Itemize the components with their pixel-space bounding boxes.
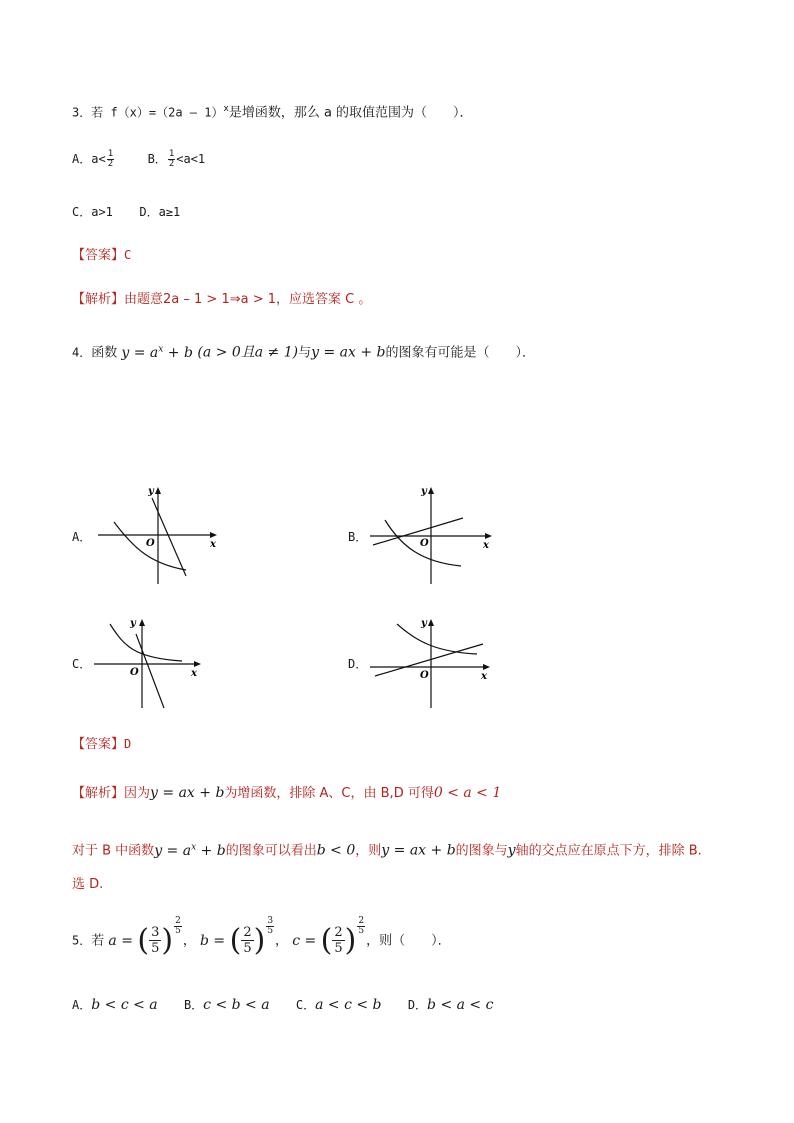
q3-option-b: B． $\frac{1}{2}$ <a<1 xyxy=(147,149,206,169)
q4-line2-y-axis: y xyxy=(507,842,516,859)
q4-line2-exp-formula: $y = a^x + b$ xyxy=(154,842,226,859)
graph-d-line xyxy=(375,644,483,676)
q3-number: 3． xyxy=(72,105,92,120)
graph-a-y-label: y xyxy=(148,486,154,497)
graph-c-origin: O xyxy=(130,667,139,678)
q3-analysis xyxy=(72,291,371,309)
q4-analysis-tag: 【解析】 xyxy=(72,786,125,801)
q3-option-d: D．a≥1 xyxy=(139,205,181,219)
q3-answer xyxy=(72,246,131,265)
graph-b-y-arrow xyxy=(428,487,434,494)
graph-a-y-arrow xyxy=(155,487,161,494)
graph-b-label: B． xyxy=(348,530,368,544)
q4-analysis: 【解析】因为y = ax + b为增函数，排除 A、C，由 B,D 可得0 < a < 1 xyxy=(72,785,502,801)
graph-b xyxy=(365,480,505,590)
graph-a-line xyxy=(152,498,186,576)
q3-options-row2 xyxy=(72,203,180,221)
q5-option-a: A．b < c < a xyxy=(72,997,158,1013)
q5-c-expression: c = ( $\frac{2}{5}$ ) $\frac{2}{5}$ xyxy=(292,916,365,958)
q5-option-b: B．c < b < a xyxy=(183,997,270,1013)
graph-c-y-arrow xyxy=(139,619,145,626)
q4-formula-linear: y = ax + b xyxy=(311,344,386,361)
q5-number: 5． xyxy=(72,933,92,948)
graph-d-x-arrow xyxy=(483,664,490,670)
q4-answer-value: D xyxy=(124,737,132,751)
q4-number: 4． xyxy=(72,345,92,360)
q4-analysis-range: 0 < a < 1 xyxy=(433,785,502,801)
graph-c-label: C． xyxy=(72,657,92,671)
q3-stem xyxy=(72,100,473,122)
q4-line2-linear-formula: y = ax + b xyxy=(381,842,456,859)
q4-formula-exp: $y = a^x + b$ xyxy=(121,344,193,361)
q4-analysis-line2: 对于 B 中函数$y = a^x + b$的图象可以看出b < 0，则y = ax + b的图象与y轴的交点应在原点下方，排除 B. xyxy=(72,842,702,859)
q4-analysis-line3: 选 D. xyxy=(72,877,104,892)
q3-option-a: A．a< $\frac{1}{2}$ xyxy=(72,149,114,169)
graph-b-origin: O xyxy=(420,538,429,549)
graph-c-x-label: x xyxy=(191,668,197,679)
q5-option-c: C．a < c < b xyxy=(295,997,382,1013)
graph-b-x-label: x xyxy=(483,540,489,551)
graph-d xyxy=(365,612,505,712)
q5-a-expression: a = ( $\frac{3}{5}$ ) $\frac{2}{5}$ xyxy=(108,916,181,958)
q5-stem: 5．若 a = ( $\frac{3}{5}$ ) $\frac{2}{5}$ ， b = ( $\frac{2}{5}$ ) $\frac{3}{5}$ ， c = ( $\frac{2}{5}$ ) $\frac{2}{5}$ ，则（ ）． xyxy=(72,916,451,958)
graph-b-x-arrow xyxy=(485,533,492,539)
graph-a xyxy=(90,480,230,590)
graph-a-label: A． xyxy=(72,530,92,544)
q3-exponent: x xyxy=(223,104,229,114)
q4-answer xyxy=(72,735,131,754)
q3-options-row1 xyxy=(72,150,205,169)
q4-condition: (a > 0且a ≠ 1) xyxy=(192,344,299,361)
graph-b-y-label: y xyxy=(421,486,427,497)
q3-answer-value: C xyxy=(124,248,132,262)
q3-analysis-text: 由题意2a – 1 > 1⇒a > 1，应选答案 C 。 xyxy=(124,292,372,307)
q3-text-b: 是增函数，那么 a 的取值范围为（ ）． xyxy=(228,105,473,121)
graph-c-exp-curve xyxy=(110,624,182,661)
q3-answer-tag: 【答案】 xyxy=(72,248,125,263)
graph-d-x-label: x xyxy=(481,671,487,682)
q5-b-expression: b = ( $\frac{2}{5}$ ) $\frac{3}{5}$ xyxy=(199,916,274,958)
graph-c-line xyxy=(136,634,164,708)
q4-answer-tag: 【答案】 xyxy=(72,737,125,752)
q4-line2-b-cond: b < 0 xyxy=(316,842,356,859)
graph-d-origin: O xyxy=(420,670,429,681)
graph-d-label: D． xyxy=(348,657,368,671)
q5-option-d: D．b < a < c xyxy=(407,997,494,1013)
graph-a-origin: O xyxy=(146,538,155,549)
graph-c-x-arrow xyxy=(194,661,201,667)
graph-d-y-label: y xyxy=(421,618,427,629)
q3-text-a: 若 f（x）=（2a – 1） xyxy=(91,105,224,120)
graph-a-x-label: x xyxy=(210,539,216,550)
q4-stem: 4．函数 $y = a^x + b$ (a > 0且a ≠ 1)与y = ax + b的图象有可能是（ ）． xyxy=(72,344,536,361)
graph-d-y-arrow xyxy=(428,619,434,626)
q5-options xyxy=(72,996,493,1015)
q3-option-c: C．a>1 xyxy=(72,205,113,219)
q4-analysis-formula: y = ax + b xyxy=(150,785,225,801)
graph-c-y-label: y xyxy=(130,618,136,629)
q3-analysis-tag: 【解析】 xyxy=(72,292,125,307)
graph-a-x-arrow xyxy=(210,532,217,538)
graph-c xyxy=(90,612,210,712)
